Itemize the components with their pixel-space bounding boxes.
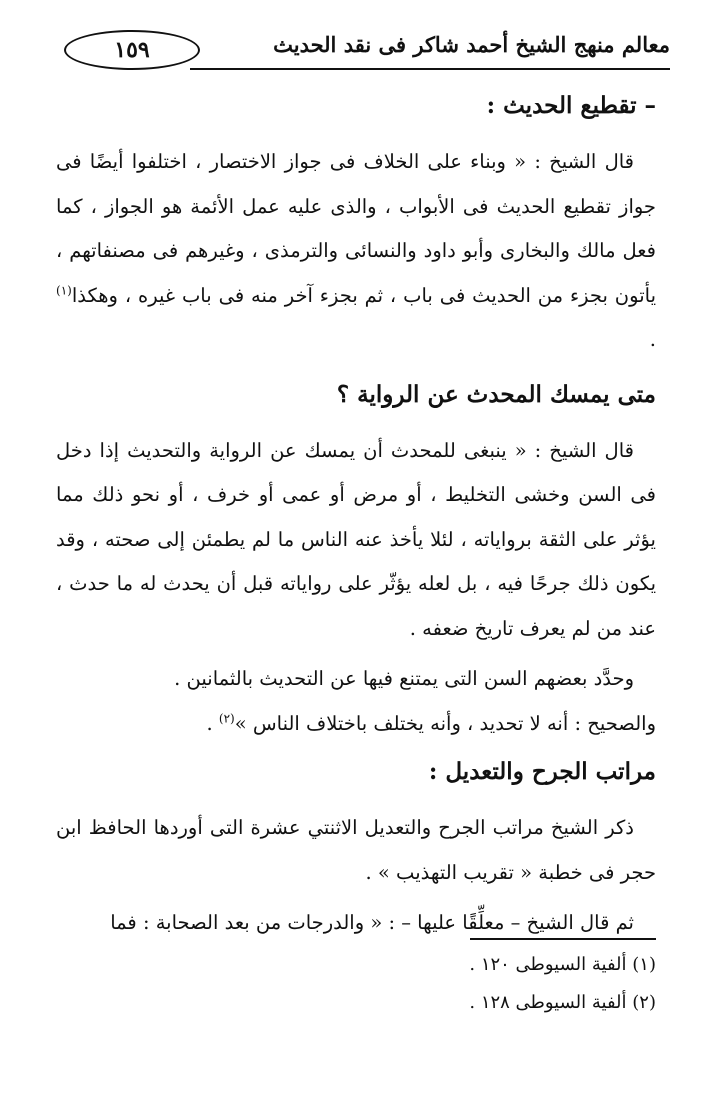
running-title: معالم منهج الشيخ أحمد شاكر فى نقد الحديث xyxy=(273,32,670,57)
paragraph-end: . xyxy=(649,328,656,351)
page-body xyxy=(56,86,656,946)
footnote-ref: (١) xyxy=(56,283,72,297)
footnote-ref: (٢) xyxy=(218,711,235,725)
footnote: (١) ألفية السيوطى ١٢٠ . xyxy=(469,954,656,975)
paragraph-text: قال الشيخ : « وبناء على الخلاف فى جواز الاختصار ، اختلفوا أيضًا فى جواز تقطيع الحديث فى الأبواب ، والذى عليه عمل الأئمة هو الجواز ، كما فعل مالك والبخارى وأبو داود والنسائى والترمذى ، وغيرهم فى مصنفاتهم ، يأتون بجزء من الحديث فى باب ، ثم بجزء آخر منه فى باب غيره ، وهكذا xyxy=(56,150,656,307)
paragraph: قال الشيخ : « ينبغى للمحدث أن يمسك عن الرواية والتحديث إذا دخل فى السن وخشى التخليط ، أو مرض أو عمى أو خرف ، أو نحو ذلك مما يؤثر على الثقة برواياته ، لئلا يأخذ عنه الناس ما لم يطمئن إلى صحته ، وقد يكون ذلك جرحًا فيه ، بل لعله يؤثّر على رواياته قبل أن يحدث له ما حدث ، عند من لم يعرف تاريخ ضعفه . xyxy=(56,438,656,640)
section-heading-grading-levels: مراتب الجرح والتعديل : xyxy=(428,758,656,785)
footnotes xyxy=(56,946,656,1022)
paragraph xyxy=(56,140,656,363)
paragraph: ذكر الشيخ مراتب الجرح والتعديل الاثنتي عشرة التى أوردها الحافظ ابن حجر فى خطبة « تقريب التهذيب » . xyxy=(56,816,656,884)
section-heading-hadith-splitting: – تقطيع الحديث : xyxy=(486,92,656,119)
paragraph: ثم قال الشيخ – معلِّقًا عليها – : « والدرجات من بعد الصحابة : فما xyxy=(110,911,634,934)
paragraph-end: . xyxy=(206,711,219,735)
page-header xyxy=(60,24,670,76)
paragraph-text: والصحيح : أنه لا تحديد ، وأنه يختلف باختلاف الناس » xyxy=(234,711,656,735)
page-number: ١٥٩ xyxy=(64,30,200,70)
header-rule xyxy=(190,68,670,70)
footnote-rule xyxy=(470,938,656,940)
footnote: (٢) ألفية السيوطى ١٢٨ . xyxy=(469,992,656,1013)
paragraph xyxy=(56,702,656,747)
section-heading-when-to-stop: متى يمسك المحدث عن الرواية ؟ xyxy=(336,380,656,408)
paragraph: وحدَّد بعضهم السن التى يمتنع فيها عن التحديث بالثمانين . xyxy=(174,667,634,690)
